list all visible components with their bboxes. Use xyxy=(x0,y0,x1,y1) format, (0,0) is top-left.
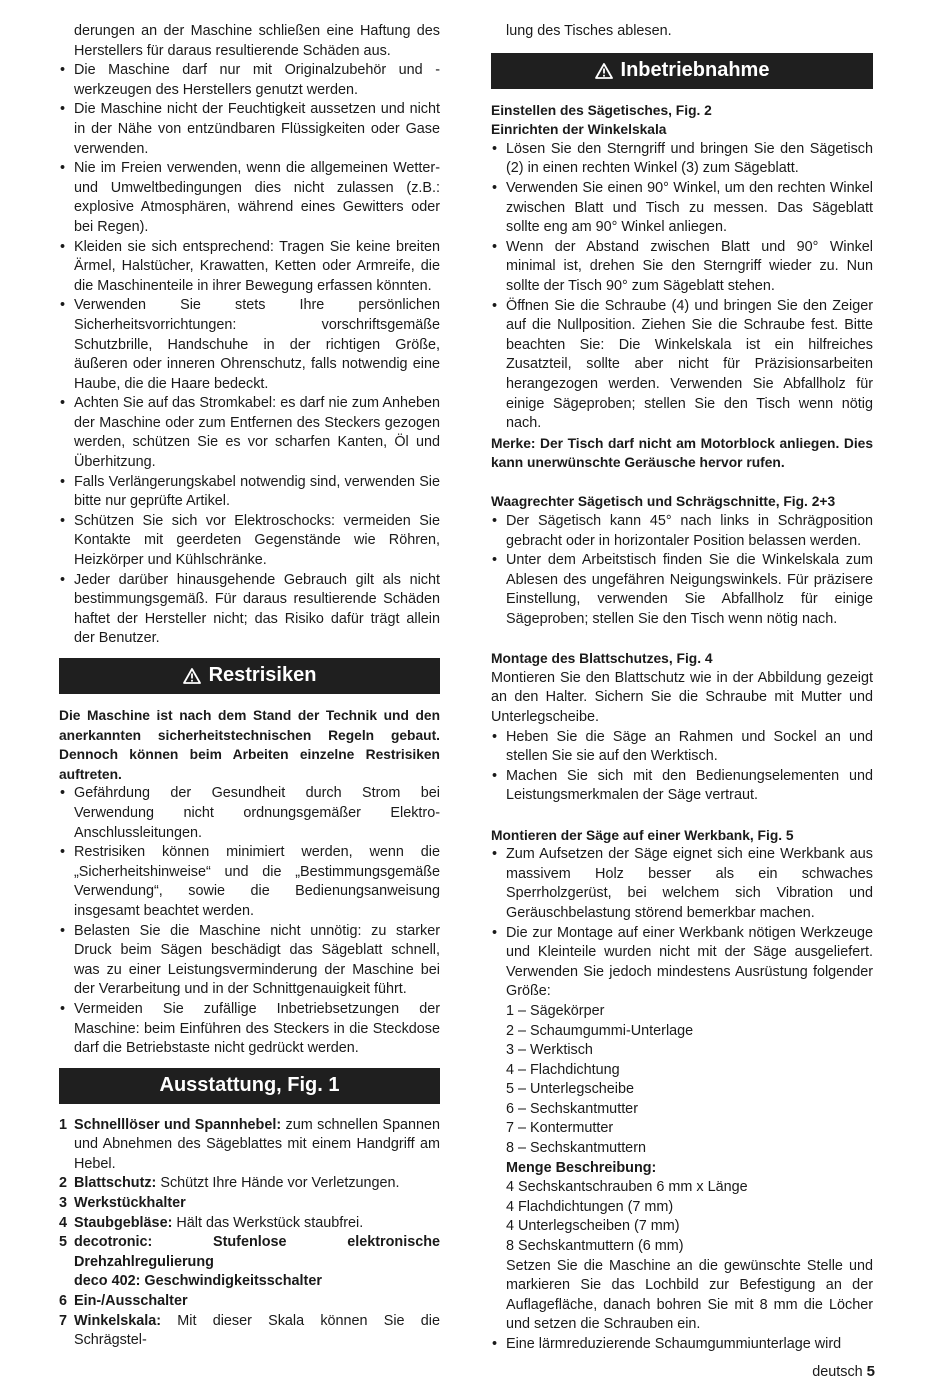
section-subtitle: Einrichten der Winkelskala xyxy=(491,122,667,138)
equipment-item xyxy=(59,1214,440,1234)
equipment-number: 5 xyxy=(59,1234,68,1251)
restrisiken-title: Restrisiken xyxy=(208,664,317,687)
list-item: • Der Sägetisch kann 45° nach links in Schrägposition gebracht oder in horizontaler Position belassen werden. xyxy=(491,512,873,551)
equipment-item xyxy=(59,1312,440,1351)
list-item: • Gefährdung der Gesundheit durch Strom bei Verwendung nicht ordnungsgemäßer Elektro-Anschlussleitungen. xyxy=(59,784,440,843)
equipment-label: Werkstückhalter xyxy=(74,1195,186,1212)
equipment-label: Schnelllöser und Spannhebel: xyxy=(74,1116,282,1133)
equipment-number: 2 xyxy=(59,1175,68,1192)
list-item: • Die Maschine nicht der Feuchtigkeit aussetzen und nicht in der Nähe von entzündbaren Flüssigkeiten oder Gase verwenden. xyxy=(59,100,440,159)
paragraph: Montieren Sie den Blattschutz wie in der Abbildung gezeigt an den Halter. Sichern Sie die Schraube mit Mutter und Unterlegscheibe. xyxy=(491,669,873,725)
section-title: Montieren der Säge auf einer Werkbank, Fig. 5 xyxy=(491,827,794,843)
list-item: • Jeder darüber hinausgehende Gebrauch gilt als nicht bestimmungsgemäß. Für daraus resultierende Schäden haftet der Hersteller nicht; das Risiko dafür trägt allein der Benutzer. xyxy=(59,571,440,649)
equipment-description: zum schnellen Spannen und Abnehmen des Sägeblattes mit einem Handgriff am Hebel. xyxy=(74,1116,440,1172)
restrisiken-lead: Die Maschine ist nach dem Stand der Technik und den anerkannten sicherheitstechnischen Regeln gebaut. Dennoch können beim Arbeiten einzelne Restrisiken auftreten. xyxy=(59,708,440,782)
list-item: • Verwenden Sie einen 90° Winkel, um den rechten Winkel zwischen Blatt und Tisch zu messen. Das Sägeblatt sollte eng am 90° Winkel anliegen. xyxy=(491,179,873,238)
equipment-number: 1 xyxy=(59,1116,68,1133)
list-item: • Nie im Freien verwenden, wenn die allgemeinen Wetter- und Umweltbedingungen dies nicht zulassen (z.B.: explosive Atmosphären, während eines Gewitters oder bei Regen). xyxy=(59,159,440,237)
left-column xyxy=(59,22,440,1351)
menge-title: Menge Beschreibung: xyxy=(506,1159,657,1176)
footer-language: deutsch xyxy=(812,1364,863,1380)
equipment-description: Schützt Ihre Hände vor Verletzungen. xyxy=(156,1175,400,1192)
list-item: • Unter dem Arbeitstisch finden Sie die Winkelskala zum Ablesen des ungefähren Neigungswinkels. Für präzisere Einstellung, verwenden Sie Abfallholz für einige Sägeproben; stellen Sie den Tisch wenn nötig nach. xyxy=(491,551,873,629)
right-column xyxy=(491,22,873,1355)
list-item: • Verwenden Sie stets Ihre persönlichen Sicherheitsvorrichtungen: vorschriftsgemäße Schutzbrille, Handschuhe in der richtigen Größe, äußeren oder inneren Ohrenschutz, falls notwendig eine Haube, die die Haare bedeckt. xyxy=(59,296,440,394)
menge-item: 4 Flachdichtungen (7 mm) xyxy=(506,1198,674,1215)
equipment-item xyxy=(59,1233,440,1272)
section-title: Einstellen des Sägetisches, Fig. 2 xyxy=(491,102,712,118)
list-item: • Zum Aufsetzen der Säge eignet sich eine Werkbank aus massivem Holz besser als ein schwaches Sperrholzgerüst, bei welchem sich Vibration und Geräuschbelastung störend bemerkbar machen. xyxy=(491,845,873,923)
list-item: • Heben Sie die Säge an Rahmen und Sockel an und stellen Sie sie auf den Werktisch. xyxy=(491,728,873,767)
parts-item: 4 – Flachdichtung xyxy=(506,1061,620,1078)
list-item: • Wenn der Abstand zwischen Blatt und 90° Winkel minimal ist, drehen Sie den Sterngriff wieder zu. Nun sollte der Tisch 90° zum Sägeblatt stehen. xyxy=(491,238,873,297)
note-text: Merke: Der Tisch darf nicht am Motorblock anliegen. Dies kann unerwünschte Geräusche hervor rufen. xyxy=(491,435,873,471)
list-item: • Öffnen Sie die Schraube (4) und bringen Sie den Zeiger auf die Nullposition. Ziehen Sie die Schraube fest. Bitte beachten Sie: Die Winkelskala ist ein hilfreiches Zusatzteil, sollte aber nicht für Präzisionsarbeiten herangezogen werden. Verwenden Sie Abfallholz für einige Sägeproben; stellen Sie den Tisch wenn nötig nach. xyxy=(491,297,873,434)
list-item: • Machen Sie sich mit den Bedienungselementen und Leistungsmerkmalen der Säge vertraut. xyxy=(491,767,873,806)
page-footer xyxy=(812,1363,875,1380)
list-item: • Vermeiden Sie zufällige Inbetriebsetzungen der Maschine: beim Einführen des Steckers in die Steckdose darf die Betriebstaste nicht gedrückt werden. xyxy=(59,1000,440,1059)
ausstattung-title: Ausstattung, Fig. 1 xyxy=(159,1073,340,1096)
list-item: • Eine lärmreduzierende Schaumgummiunterlage wird xyxy=(491,1335,873,1355)
equipment-item xyxy=(59,1116,440,1175)
parts-item: 3 – Werktisch xyxy=(506,1042,593,1059)
equipment-item xyxy=(59,1194,440,1214)
continuation-text: lung des Tisches ablesen. xyxy=(506,23,672,39)
paragraph: Setzen Sie die Maschine an die gewünschte Stelle und markieren Sie das Lochbild zur Befestigung an der Auflagefläche, danach bohren Sie mit 8 mm die Löcher und setzen die Schrauben ein. xyxy=(506,1257,873,1333)
ausstattung-list xyxy=(59,1116,440,1351)
inbetriebnahme-title: Inbetriebnahme xyxy=(620,58,770,81)
list-item: • Kleiden sie sich entsprechend: Tragen Sie keine breiten Ärmel, Halstücher, Krawatten, Ketten oder Armreife, die die Maschinenteile in ihrer Bewegung erfassen könnten. xyxy=(59,238,440,297)
warning-icon xyxy=(183,668,201,684)
equipment-label: decotronic: Stufenlose elektronische Drehzahlregulierung xyxy=(74,1234,440,1270)
inbetriebnahme-heading xyxy=(491,53,873,89)
parts-item: 1 – Sägekörper xyxy=(506,1002,605,1019)
list-item: • Restrisiken können minimiert werden, wenn die „Sicherheitshinweise“ und die „Bestimmungsgemäße Verwendung“, sowie die Bedienungsanweisung insgesamt beachtet werden. xyxy=(59,843,440,921)
equipment-label: Ein-/Ausschalter xyxy=(74,1293,188,1310)
equipment-item xyxy=(59,1174,440,1194)
list-item: • Die zur Montage auf einer Werkbank nötigen Werkzeuge und Kleinteile wurden nicht mit der Säge ausgeliefert. Verwenden Sie jedoch mindestens Ausrüstung folgender Größe: xyxy=(491,924,873,1002)
equipment-label: Blattschutz: xyxy=(74,1175,157,1192)
equipment-description: Mit dieser Skala können Sie die Schrägstel- xyxy=(74,1312,440,1349)
menge-item: 4 Unterlegscheiben (7 mm) xyxy=(506,1218,680,1235)
menge-item: 4 Sechskantschrauben 6 mm x Länge xyxy=(506,1179,748,1196)
parts-item: 5 – Unterlegscheibe xyxy=(506,1081,634,1098)
list-item: • Schützen Sie sich vor Elektroschocks: vermeiden Sie Kontakte mit geerdeten Gegenstände wie Röhren, Heizkörper und Kühlschränke. xyxy=(59,512,440,571)
restrisiken-heading xyxy=(59,658,440,694)
intro-continuation: derungen an der Maschine schließen eine Haftung des Herstellers für daraus resultierende Schäden aus. xyxy=(74,23,440,59)
list-item: • Die Maschine darf nur mit Originalzubehör und -werkzeugen des Herstellers genutzt werden. xyxy=(59,61,440,100)
equipment-number: 3 xyxy=(59,1195,68,1212)
list-item: • Falls Verlängerungskabel notwendig sind, verwenden Sie bitte nur geprüfte Artikel. xyxy=(59,473,440,512)
equipment-description: Hält das Werkstück staubfrei. xyxy=(172,1214,364,1231)
list-item: • Achten Sie auf das Stromkabel: es darf nie zum Anheben der Maschine oder zum Entfernen des Steckers gezogen werden, schützen Sie es vor scharfen Kanten, Öl und Überhitzung. xyxy=(59,394,440,472)
list-item: • Lösen Sie den Sterngriff und bringen Sie den Sägetisch (2) in einen rechten Winkel (3) zum Sägeblatt. xyxy=(491,140,873,179)
equipment-label: Winkelskala: xyxy=(74,1312,162,1329)
equipment-number: 7 xyxy=(59,1312,68,1329)
parts-item: 7 – Kontermutter xyxy=(506,1120,614,1137)
page-number: 5 xyxy=(866,1363,875,1380)
equipment-number: 4 xyxy=(59,1214,68,1231)
warning-icon xyxy=(595,63,613,79)
equipment-label: Staubgebläse: xyxy=(74,1214,173,1231)
menge-item: 8 Sechskantmuttern (6 mm) xyxy=(506,1238,684,1255)
equipment-label: deco 402: Geschwindigkeitsschalter xyxy=(74,1273,322,1290)
equipment-item xyxy=(59,1292,440,1312)
equipment-item xyxy=(59,1272,440,1292)
equipment-number: 6 xyxy=(59,1293,68,1310)
section-title: Montage des Blattschutzes, Fig. 4 xyxy=(491,651,713,667)
ausstattung-heading xyxy=(59,1068,440,1104)
parts-item: 2 – Schaumgummi-Unterlage xyxy=(506,1022,694,1039)
list-item: • Belasten Sie die Maschine nicht unnötig: zu starker Druck beim Sägen beschädigt das Sägeblatt schnell, was zu einer Leistungsverminderung der Maschine bei der Verarbeitung und in der Schnittgenauigkeit führt. xyxy=(59,922,440,1000)
parts-item: 6 – Sechskantmutter xyxy=(506,1100,638,1117)
section-title: Waagrechter Sägetisch und Schrägschnitte, Fig. 2+3 xyxy=(491,494,836,510)
parts-item: 8 – Sechskantmuttern xyxy=(506,1140,646,1157)
